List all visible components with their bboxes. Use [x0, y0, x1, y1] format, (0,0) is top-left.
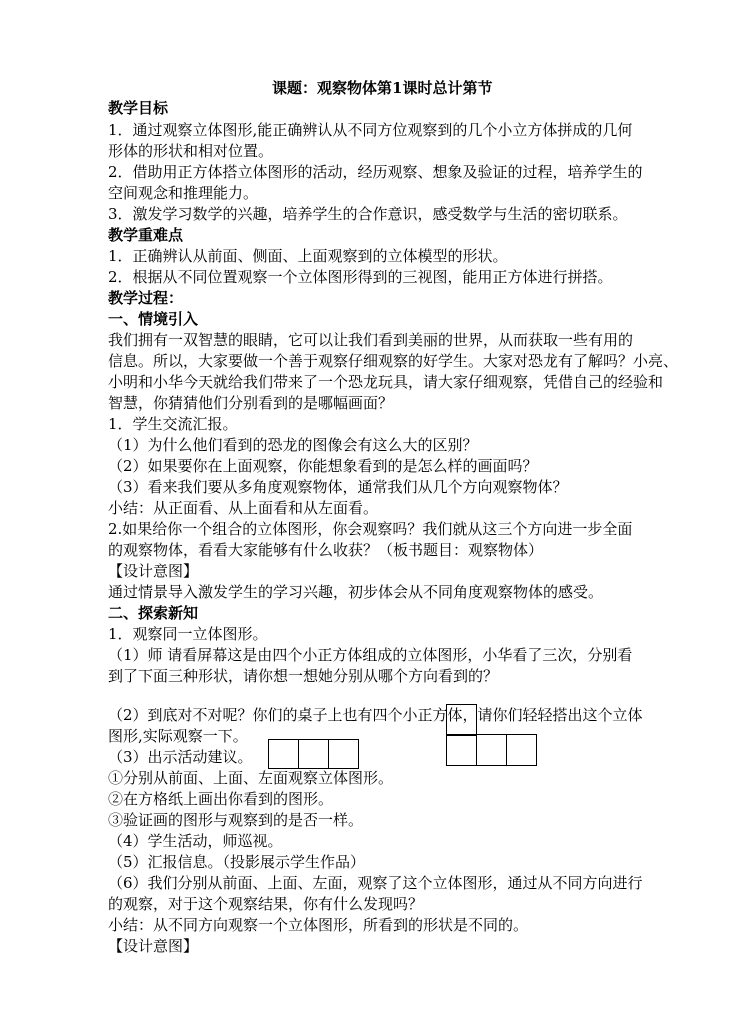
- heading-intro: 一、情境引入: [108, 310, 199, 328]
- paragraph-line: 2．借助用正方体搭立体图形的活动，经历观察、想象及验证的过程，培养学生的: [108, 163, 643, 181]
- paragraph-line: （2）到底对不对呢？你们的桌子上也有四个小正方体，请你们轻轻搭出这个立体: [108, 706, 643, 724]
- grid-square: [506, 734, 537, 766]
- grid-square: [476, 734, 507, 766]
- paragraph-line: 小结：从不同方向观察一个立体图形，所看到的形状是不同的。: [108, 916, 529, 934]
- grid-square: [268, 739, 299, 769]
- paragraph-line: 形体的形状和相对位置。: [108, 142, 274, 160]
- paragraph-line: 空间观念和推理能力。: [108, 184, 259, 202]
- paragraph-line: 1．观察同一立体图形。: [108, 625, 268, 643]
- paragraph-line: 的观察物体，看看大家能够有什么收获？（板书题目：观察物体）: [108, 541, 544, 559]
- paragraph-line: （1）为什么他们看到的恐龙的图像会有这么大的区别？: [108, 436, 478, 454]
- paragraph-line: 小结：从正面看、从上面看和从左面看。: [108, 499, 379, 517]
- design-intent-label: 【设计意图】: [108, 562, 199, 580]
- paragraph-line: 小明和小华今天就给我们带来了一个恐龙玩具，请大家仔细观察，凭借自己的经验和: [108, 373, 664, 391]
- paragraph-line: （1）师 请看屏幕这是由四个小正方体组成的立体图形，小华看了三次，分别看: [108, 646, 633, 664]
- paragraph-line: 3．激发学习数学的兴趣，培养学生的合作意识，感受数学与生活的密切联系。: [108, 205, 628, 223]
- paragraph-line: （6）我们分别从前面、上面、左面，观察了这个立体图形，通过从不同方向进行: [108, 874, 643, 892]
- paragraph-line: 图形,实际观察一下。: [108, 727, 248, 745]
- grid-square: [328, 739, 359, 769]
- paragraph-line: 1．通过观察立体图形,能正确辨认从不同方位观察到的几个小立方体拼成的几何: [108, 121, 633, 139]
- paragraph-line: 2.如果给你一个组合的立体图形，你会观察吗？我们就从这三个方向进一步全面: [108, 520, 633, 538]
- heading-objectives: 教学目标: [108, 99, 169, 117]
- grid-square: [298, 739, 329, 769]
- paragraph-line: 1．正确辨认从前面、侧面、上面观察到的立体模型的形状。: [108, 247, 508, 265]
- design-intent-label: 【设计意图】: [108, 937, 199, 955]
- grid-square: [446, 704, 477, 736]
- page-title: 课题：观察物体第1课时总计第节: [272, 79, 493, 97]
- paragraph-line: 智慧，你猜猜他们分别看到的是哪幅画面？: [108, 394, 394, 412]
- paragraph-line: 信息。所以，大家要做一个善于观察仔细观察的好学生。大家对恐龙有了解吗？小亮、: [108, 352, 679, 370]
- heading-explore: 二、探索新知: [108, 604, 199, 622]
- paragraph-line: （3）出示活动建议。: [108, 748, 253, 766]
- paragraph-line: 1．学生交流汇报。: [108, 415, 238, 433]
- paragraph-line: 通过情景导入激发学生的学习兴趣，初步体会从不同角度观察物体的感受。: [108, 583, 604, 601]
- paragraph-line: （5）汇报信息。（投影展示学生作品）: [108, 853, 366, 871]
- paragraph-line: 我们拥有一双智慧的眼睛，它可以让我们看到美丽的世界，从而获取一些有用的: [108, 331, 634, 349]
- paragraph-line: （2）如果要你在上面观察，你能想象看到的是怎么样的画面吗？: [108, 457, 538, 475]
- heading-process: 教学过程：: [108, 289, 184, 307]
- grid-square: [446, 734, 477, 766]
- paragraph-line: （3）看来我们要从多角度观察物体，通常我们从几个方向观察物体？: [108, 478, 568, 496]
- paragraph-line: ②在方格纸上画出你看到的图形。: [108, 790, 334, 808]
- paragraph-line: 的观察，对于这个观察结果，你有什么发现吗？: [108, 895, 424, 913]
- paragraph-line: ③验证画的图形与观察到的是否一样。: [108, 811, 364, 829]
- paragraph-line: （4）学生活动，师巡视。: [108, 832, 283, 850]
- heading-key-points: 教学重难点: [108, 226, 184, 244]
- paragraph-line: ①分别从前面、上面、左面观察立体图形。: [108, 769, 394, 787]
- paragraph-line: 到了下面三种形状，请你想一想她分别从哪个方向看到的？: [108, 667, 499, 685]
- paragraph-line: 2．根据从不同位置观察一个立体图形得到的三视图，能用正方体进行拼搭。: [108, 268, 613, 286]
